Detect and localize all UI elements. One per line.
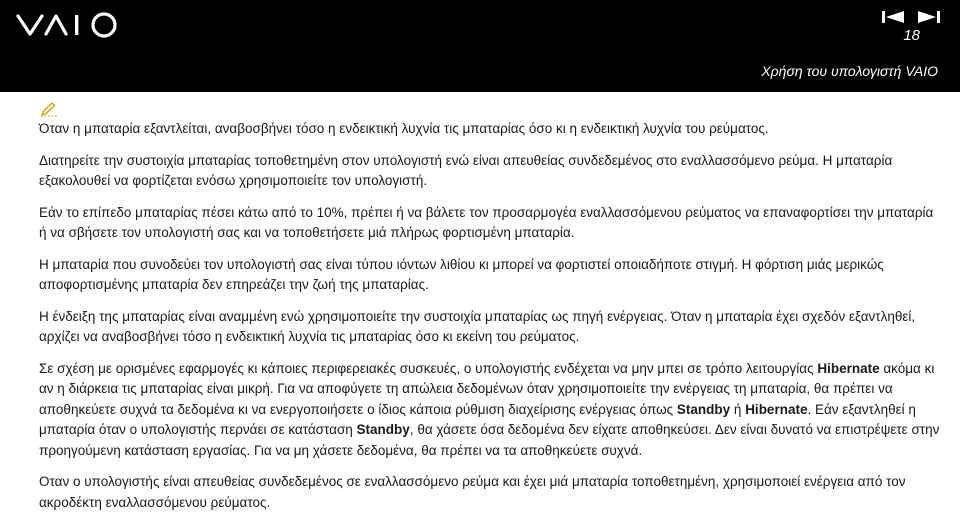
previous-arrow-icon[interactable] [882,11,904,23]
paragraph-battery-indicator: Η ένδειξη της μπαταρίας είναι αναμμένη ενώ χρησιμοποιείτε την συστοιχία μπαταρίας ως πηγή ενέργειας. Όταν η μπαταρία έχει σχεδόν εξαντληθεί, αρχίζει να αναβοσβήνει τόσο η ενδεικτική λυχνία τις μπαταρίας όσο κι εκείνη του ρεύματος. [39,308,916,344]
paragraph-low-battery: Εάν το επίπεδο μπαταρίας πέσει κάτω από το 10%, πρέπει ή να βάλετε τον προσαρμογέα εναλλασσόμενου ρεύματος να επαναφορτίσει την μπαταρία ή να σβήσετε τον υπολογιστή σας και να τοποθετήσετε μιά πλήρως φορτισμένη μπαταρία. [39,204,934,240]
next-arrow-icon[interactable] [918,11,940,23]
page-content [39,119,944,524]
paragraph-hibernate: Σε σχέση με ορισμένες εφαρμογές κι κάποιες περιφερειακές συσκευές, ο υπολογιστής ενδέχεται να μην μπει σε τρόπο λειτουργίας Hibernate ακόμα κι αν η διάρκεια τις μπαταρίας είναι μικρή. Για να αποφύγετε τη απώλεια δεδομένων όταν χρησιμοποιείτε την ενέργειας τη μπαταρία, θα πρέπει να αποθηκεύετε συχνά τα δεδομένα κι να ενεργοποιήσετε ο ίδιος κάποια ρύθμιση διαχείρισης ενέργειας όπως Standby ή Hibernate. Εάν εξαντληθεί η μπαταρία όταν ο υπολογιστής περνάει σε κατάσταση Standby, θα χάσετε όσα δεδομένα δεν είχατε αποθηκεύσει. Δεν είναι δυνατό να επιστρέψετε στην προηγούμενη κατάσταση εργασίας. Για να μη χάσετε δεδομένα, θα πρέπει να τα αποθηκεύετε συχνά. [39,360,940,458]
paragraph-lithium-ion: Η μπαταρία που συνοδεύει τον υπολογιστή σας είναι τύπου ιόντων λιθίου κι μπορεί να φορτιστεί οποιαδήποτε στιγμή. Η φόρτιση μιάς μερικώς αποφορτισμένης μπαταρία δεν επηρεάζει την ζωή της μπαταρίας. [39,256,884,292]
pencil-note-icon [40,101,58,117]
vaio-logo [16,10,122,40]
note-text: Όταν η μπαταρία εξαντλείται, αναβοσβήνει τόσο η ενδεικτική λυχνία τις μπαταρίας όσο κι η ενδεικτική λυχνία του ρεύματος. [39,121,769,136]
page-header [0,0,960,92]
paragraph-ac-power: Οταν ο υπολογιστής είναι απευθείας συνδεδεμένος σε εναλλασσόμενο ρεύμα και έχει μιά μπαταρία τοποθετημένη, χρησιμοποιεί ενέργεια από τον ακροδέκτη εναλλασσόμενου ρεύματος. [39,474,906,510]
paragraph-keep-battery: Διατηρείτε την συστοιχία μπαταρίας τοποθετημένη στον υπολογιστή ενώ είναι απευθείας συνδεδεμένος στο εναλλασσόμενο ρεύμα. Η μπαταρία εξακολουθεί να φορτίζεται ενόσω χρησιμοποιείτε τον υπολογιστή. [39,152,893,188]
page-number: 18 [903,27,920,44]
page-navigation [882,10,942,24]
section-title: Χρήση του υπολογιστή VAIO [761,63,938,79]
